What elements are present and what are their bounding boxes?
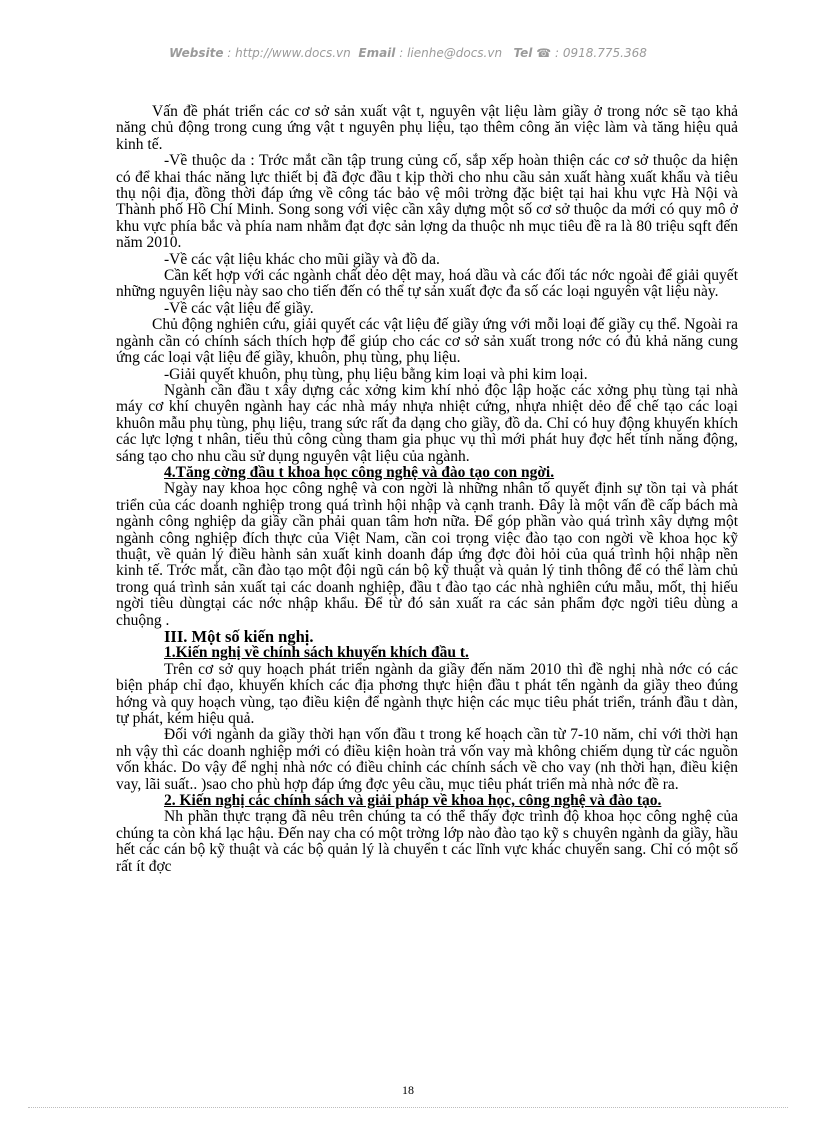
email-address: : lienhe@docs.vn <box>399 46 503 60</box>
chapter-heading: III. Một số kiến nghị. <box>164 627 314 646</box>
paragraph: Chủ động nghiên cứu, giải quyết các vật liệu đế giầy ứng với mỗi loại đế giầy cụ thể. Ngoài ra ngành cần có chính sách thích hợp để giúp cho các cơ sở sản xuất trong nớc có đủ khả năng cung ứng các loại vật liệu đế giầy, khuôn, phụ tùng, phụ liệu. <box>116 316 738 367</box>
section-heading: 1.Kiến nghị về chính sách khuyến khích đầu t. <box>164 644 469 662</box>
website-label: Website <box>169 46 224 60</box>
paragraph: Trên cơ sở quy hoạch phát triển ngành da giầy đến năm 2010 thì đề nghị nhà nớc có các biện pháp chỉ đạo, khuyến khích các địa phơng thực hiện đầu t phát tển ngành da giầy theo đúng hớng và quy hoạch vùng, tạo điều kiện để ngành thực hiện các mục tiêu phát triển, tránh đầu t dàn, tự phát, kém hiệu quả. <box>116 660 738 728</box>
paragraph: Ngành cần đầu t xây dựng các xởng kim khí nhỏ độc lập hoặc các xởng phụ tùng tại nhà máy cơ khí chuyên ngành hay các nhà máy nhựa nhiệt cứng, nhựa nhiệt dẻo để chế tạo các loại khuôn mẫu phụ tùng, phụ liệu, trang sức rất đa dạng cho giầy, đồ da. Chỉ có huy động khuyến khích các lực lợng t nhân, tiểu thủ công cùng tham gia phục vụ thì mới phát huy đợc hết tính năng động, sáng tạo cho nhu cầu sử dụng nguyên vật liệu của ngành. <box>116 381 738 465</box>
paragraph: -Về các vật liệu đế giầy. <box>164 299 314 317</box>
tel-number: ☎ : 0918.775.368 <box>536 46 647 60</box>
section-heading: 4.Tăng cờng đầu t khoa học công nghệ và đào tạo con ngời. <box>164 463 555 481</box>
paragraph: Ngày nay khoa học công nghệ và con ngời là những nhân tố quyết định sự tồn tại và phát triển của các doanh nghiệp trong quá trình hội nhập và cạnh tranh. Đây là một vấn đề cấp bách mà ngành công nghiệp da giầy cần phải quan tâm hơn nữa. Để góp phần vào quá trình xây dựng một ngành công nghiệp đích thực của Việt Nam, cần coi trọng việc đào tạo con ngời về khoa học kỹ thuật, về quản lý điều hành sản xuất kinh doanh đáp ứng đợc đòi hỏi của quá trình hội nhập nền kinh tế. Trớc mắt, cần đào tạo một đội ngũ cán bộ kỹ thuật và quản lý tinh thông để có thể làm chủ trong quá trình sản xuất tại các doanh nghiệp, đầu t đào tạo các nhà nghiên cứu mẫu, mốt, thị hiếu ngời tiêu dùngtại các nớc nhập khẩu. Để từ đó sản xuất ra các sản phẩm đợc ngời tiêu dùng a chuộng . <box>116 480 738 629</box>
paragraph: Vấn đề phát triển các cơ sở sản xuất vật t, nguyên vật liệu làm giầy ở trong nớc sẽ tạo khả năng chủ động trong cung ứng vật t nguyên phụ liệu, tạo thêm công ăn việc làm và tăng hiệu quả kinh tế. <box>116 103 738 153</box>
paragraph: Cần kết hợp với các ngành chất dẻo dệt may, hoá dầu và các đối tác nớc ngoài để giải quyết những nguyên liệu này sao cho tiến đến có thể tự sản xuất đợc đa số các loại nguyên vật liệu này. <box>116 267 738 301</box>
paragraph: Nh phần thực trạng đã nêu trên chúng ta có thể thấy đợc trình độ khoa học công nghệ của chúng ta còn khá lạc hậu. Đến nay cha có một trờng lớp nào đào tạo kỹ s chuyên ngành da giầy, hầu hết các cán bộ kỹ thuật và các bộ quản lý là chuyển t các lĩnh vực khác chuyển sang. Chỉ có một số rất ít đợc <box>116 808 738 875</box>
email-label: Email <box>358 46 396 60</box>
website-url: : http://www.docs.vn <box>227 46 351 60</box>
tel-label: Tel <box>513 46 533 60</box>
paragraph: Đối với ngành da giầy thời hạn vốn đầu t trong kế hoạch cần từ 7-10 năm, chỉ với thời hạn nh vậy thì các doanh nghiệp mới có điều kiện hoàn trả vốn vay mà không chiếm dụng từ các nguồn vốn khác. Do vậy để nghị nhà nớc có điều chỉnh các chính sách về cho vay (nh thời hạn, điều kiện vay, lãi suất.. )sao cho phù hợp đáp ứng đợc yêu cầu, mục tiêu phát triển mà nhà nớc đề ra. <box>116 726 738 793</box>
paragraph: -Về thuộc da : Trớc mắt cần tập trung củng cố, sắp xếp hoàn thiện các cơ sở thuộc da hiện có để khai thác năng lực thiết bị đã đợc đầu t kịp thời cho nhu cầu sản xuất hàng xuất khẩu và tiêu thụ nội địa, đồng thời đáp ứng về công tác bảo vệ môi trờng đặc biệt tại hai khu vực Hà Nội và Thành phố Hồ Chí Minh. Song song với việc cần xây dựng một số cơ sở thuộc da mới có quy mô ở khu vực phía bắc và phía nam nhằm đạt đợc sản lợng da thuộc nh mục tiêu đề ra là 80 triệu sqft đến năm 2010. <box>116 152 738 252</box>
page-number: 18 <box>402 1083 414 1097</box>
footer-divider <box>28 1107 788 1108</box>
section-heading: 2. Kiến nghị các chính sách và giải pháp về khoa học, công nghệ và đào tạo. <box>164 792 662 810</box>
paragraph: -Giải quyết khuôn, phụ tùng, phụ liệu bằng kim loại và phi kim loại. <box>164 365 588 383</box>
page-header <box>0 46 816 60</box>
paragraph: -Về các vật liệu khác cho mũi giầy và đồ da. <box>164 250 440 268</box>
document-body <box>116 104 738 875</box>
